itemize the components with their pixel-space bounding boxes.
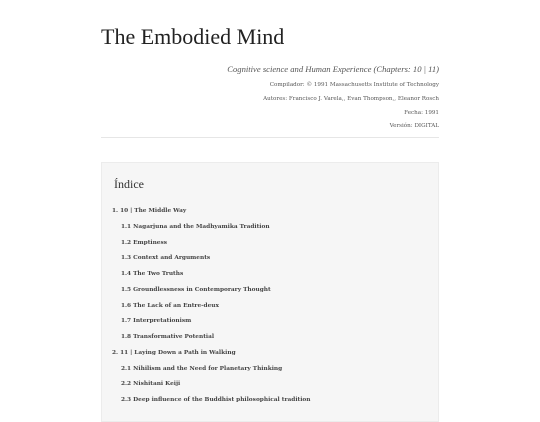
toc-link[interactable]: 1.2 Emptiness <box>121 239 168 246</box>
meta-date: Fecha: 1991 <box>404 109 439 116</box>
toc-list <box>112 207 311 412</box>
meta-version: Versión: DIGITAL <box>389 123 439 130</box>
toc-link[interactable]: 2.2 Nishitani Keiji <box>121 381 181 388</box>
toc-link[interactable]: 1.4 The Two Truths <box>121 271 184 277</box>
document-subtitle: Cognitive science and Human Experience (Chapters: 10 | 11) <box>227 64 439 74</box>
document-title: The Embodied Mind <box>101 24 285 49</box>
meta-authors: Autores: Francisco J. Varela,, Evan Thompson,, Eleanor Rosch <box>263 95 439 102</box>
toc-link[interactable]: 1.5 Groundlessness in Contemporary Thought <box>121 286 271 293</box>
table-of-contents <box>101 162 439 422</box>
document-metadata <box>99 64 439 136</box>
toc-link[interactable]: 1.1 Nagarjuna and the Madhyamika Tradition <box>121 223 270 230</box>
toc-link[interactable]: 1. 10 | The Middle Way <box>112 208 187 214</box>
toc-link[interactable]: 1.6 The Lack of an Entre-deux <box>121 302 219 309</box>
toc-link[interactable]: 2. 11 | Laying Down a Path in Walking <box>112 349 236 356</box>
toc-link[interactable]: 1.8 Transformative Potential <box>121 334 215 340</box>
meta-compiler: Compilador: © 1991 Massachusetts Institute of Technology <box>269 82 439 88</box>
toc-heading: Índice <box>114 177 144 191</box>
divider <box>101 137 439 138</box>
toc-link[interactable]: 2.1 Nihilism and the Need for Planetary Thinking <box>121 365 283 372</box>
toc-link[interactable]: 1.7 Interpretationism <box>121 318 192 325</box>
toc-link[interactable]: 2.3 Deep influence of the Buddhist philosophical tradition <box>121 397 311 403</box>
toc-link[interactable]: 1.3 Context and Arguments <box>121 255 211 262</box>
